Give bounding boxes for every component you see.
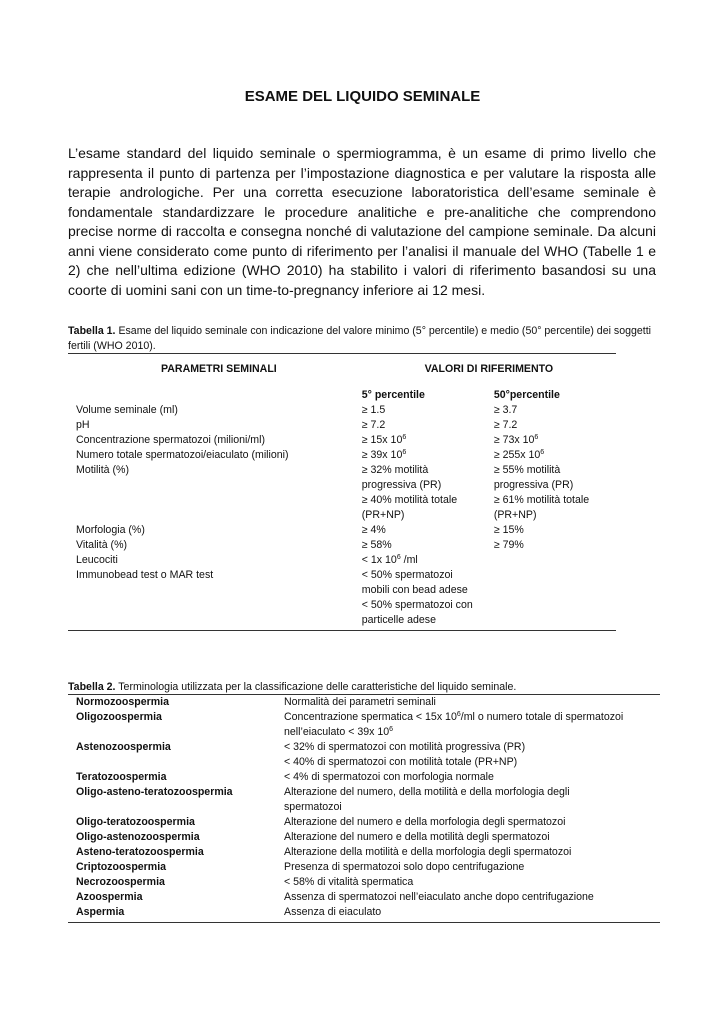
table2-term: Normozoospermia	[76, 696, 170, 708]
table2-term: Necrozoospermia	[76, 876, 165, 888]
table2-row	[68, 695, 660, 710]
table1-row	[68, 463, 616, 523]
table1-row	[68, 433, 616, 448]
table1-p5: ≥ 39x $10^6$	[361, 449, 407, 461]
table1-caption	[68, 324, 658, 354]
table2-definition: Normalità dei parametri seminali	[284, 696, 436, 708]
table2-caption-label: Tabella 2.	[68, 681, 116, 693]
table1-row	[68, 568, 616, 628]
table1-p5: ≥ 32% motilità progressiva (PR) ≥ 40% motilità totale (PR+NP)	[361, 464, 458, 521]
table1-p50: ≥ 73x $10^6$	[493, 434, 539, 446]
table1-p50: ≥ 79%	[493, 539, 524, 551]
table2-term: Asteno-teratozoospermia	[76, 846, 204, 858]
table2-term: Criptozoospermia	[76, 861, 167, 873]
table1-top-rule	[68, 353, 616, 354]
table1-caption-label: Tabella 1.	[68, 325, 116, 337]
table1-row	[68, 418, 616, 433]
table1-row	[68, 403, 616, 418]
table2-row	[68, 905, 660, 920]
table2-row	[68, 770, 660, 785]
table1-p5: ≥ 1.5	[361, 404, 386, 416]
table2-term: Azoospermia	[76, 891, 143, 903]
table1-caption-text: Esame del liquido seminale con indicazione del valore minimo (5° percentile) e medio (50° percentile) dei soggetti fertili (WHO 2010).	[68, 325, 651, 352]
table2-term: Astenozoospermia	[76, 741, 171, 753]
table2-definition: Alterazione del numero e della motilità degli spermatozoi	[284, 831, 550, 843]
table2-definition: < 58% di vitalità spermatica	[284, 876, 414, 888]
table1-param: Morfologia (%)	[76, 524, 145, 536]
table1-param: Volume seminale (ml)	[76, 404, 178, 416]
table2-definition: Assenza di spermatozoi nell’eiaculato anche dopo centrifugazione	[284, 891, 594, 903]
table2-definition: Presenza di spermatozoi solo dopo centrifugazione	[284, 861, 525, 873]
table1-param: Leucociti	[76, 554, 118, 566]
table2	[68, 695, 660, 920]
table1-param: Vitalità (%)	[76, 539, 128, 551]
table1-bottom-rule	[68, 630, 616, 631]
table1	[68, 362, 616, 628]
table2-definition: < 32% di spermatozoi con motilità progressiva (PR) < 40% di spermatozoi con motilità totale (PR+NP)	[284, 741, 526, 768]
intro-paragraph: L’esame standard del liquido seminale o spermiogramma, è un esame di primo livello che rappresenta il punto di partenza per l’impostazione diagnostica e per valutare la risposta alle terapie andrologiche. Per una corretta esecuzione laboratoristica dell’esame seminale è fondamentale standardizzare le procedure analitiche e pre-analitiche che comprendono precise norme di raccolta e consegna nonché di valutazione del campione seminale. Da alcuni anni viene considerato come punto di riferimento per l’analisi il manuale del WHO (Tabelle 1 e 2) che nell’ultima edizione (WHO 2010) ha stabilito i valori di riferimento basandosi su una coorte di uomini sani con un time-to-pregnancy inferiore ai 12 mesi.	[68, 145, 656, 298]
table2-row	[68, 830, 660, 845]
table1-row	[68, 553, 616, 568]
table2-term: Oligo-astenozoospermia	[76, 831, 200, 843]
table1-p5: ≥ 58%	[361, 539, 392, 551]
table1-p50: ≥ 3.7	[493, 404, 518, 416]
table2-bottom-rule	[68, 922, 660, 923]
table1-param: Concentrazione spermatozoi (milioni/ml)	[76, 434, 265, 446]
table2-term: Aspermia	[76, 906, 125, 918]
page-title: ESAME DEL LIQUIDO SEMINALE	[244, 88, 481, 105]
table2-definition: Alterazione della motilità e della morfologia degli spermatozoi	[284, 846, 572, 858]
table1-p50	[494, 568, 616, 628]
table2-row	[68, 875, 660, 890]
table1-p50: ≥ 255x $10^6$	[493, 449, 545, 461]
table1-p50: ≥ 7.2	[493, 419, 518, 431]
table1-header-param: PARAMETRI SEMINALI	[161, 363, 277, 375]
table1-header-p50: 50°percentile	[493, 389, 560, 401]
table1-p5: < 50% spermatozoi mobili con bead adese < 50% spermatozoi con particelle adese	[361, 569, 473, 626]
table2-row	[68, 710, 660, 740]
table1-row	[68, 448, 616, 463]
table2-definition: Alterazione del numero e della morfologia degli spermatozoi	[284, 816, 566, 828]
table2-caption-text: Terminologia utilizzata per la classificazione delle caratteristiche del liquido seminale.	[115, 681, 517, 693]
table2-definition: Alterazione del numero, della motilità e della morfologia degli spermatozoi	[284, 786, 570, 813]
table2-row	[68, 890, 660, 905]
table1-p5: ≥ 7.2	[361, 419, 386, 431]
table1-param: pH	[76, 419, 90, 431]
table2-caption	[68, 680, 658, 695]
table2-definition: Concentrazione spermatica < 15x $10^6/ml$ o numero totale di spermatozoi nell’eiaculato < 39x $10^6$	[284, 711, 624, 738]
table2-term: Oligozoospermia	[76, 711, 162, 723]
table1-param: Numero totale spermatozoi/eiaculato (milioni)	[76, 449, 289, 461]
table2-row	[68, 815, 660, 830]
table1-header-p5: 5° percentile	[361, 389, 425, 401]
table1-p50: ≥ 15%	[493, 524, 524, 536]
table2-row	[68, 740, 660, 770]
table2-term: Oligo-teratozoospermia	[76, 816, 195, 828]
table1-p5: < 1x $10^6$ /ml	[361, 554, 418, 566]
table2-term: Oligo-asteno-teratozoospermia	[76, 786, 233, 798]
table1-p50: ≥ 55% motilità progressiva (PR) ≥ 61% motilità totale (PR+NP)	[493, 464, 590, 521]
table1-p50	[494, 553, 616, 568]
table2-row	[68, 785, 660, 815]
table2-row	[68, 845, 660, 860]
table1-row	[68, 538, 616, 553]
table2-definition: Assenza di eiaculato	[284, 906, 382, 918]
table1-p5: ≥ 15x $10^6$	[361, 434, 407, 446]
table1-p5: ≥ 4%	[361, 524, 386, 536]
table1-header-ref: VALORI DI RIFERIMENTO	[424, 363, 554, 375]
table2-term: Teratozoospermia	[76, 771, 167, 783]
table1-row	[68, 523, 616, 538]
table1-param: Motilità (%)	[76, 464, 129, 476]
table1-param: Immunobead test o MAR test	[76, 569, 214, 581]
table1-body	[68, 403, 616, 628]
table2-definition: < 4% di spermatozoi con morfologia normale	[284, 771, 494, 783]
table2-row	[68, 860, 660, 875]
